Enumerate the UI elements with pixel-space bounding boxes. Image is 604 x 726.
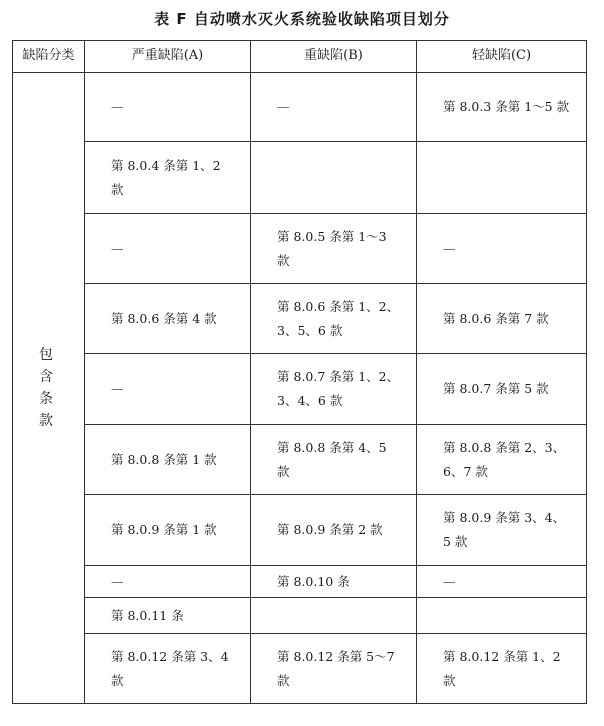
cell-major: 第 8.0.6 条第 1、2、3、5、6 款 [251, 284, 417, 354]
header-severe-defect: 严重缺陷(A) [85, 41, 251, 73]
cell-major: 第 8.0.5 条第 1～3 款 [251, 214, 417, 284]
cell-minor: 第 8.0.12 条第 1、2 款 [417, 634, 587, 704]
header-minor-defect: 轻缺陷(C) [417, 41, 587, 73]
cell-major: 第 8.0.7 条第 1、2、3、4、6 款 [251, 354, 417, 425]
table-row [13, 495, 587, 566]
cell-major: 第 8.0.12 条第 5～7 款 [251, 634, 417, 704]
category-label: 包含条款 [39, 346, 53, 429]
header-category: 缺陷分类 [13, 41, 85, 73]
table-row [13, 73, 587, 142]
cell-minor: 第 8.0.6 条第 7 款 [417, 284, 587, 354]
table-row [13, 142, 587, 214]
cell-severe: 第 8.0.9 条第 1 款 [85, 495, 251, 566]
table-row [13, 425, 587, 495]
header-row [13, 41, 587, 73]
cell-minor: 第 8.0.8 条第 2、3、6、7 款 [417, 425, 587, 495]
category-cell [13, 73, 85, 704]
cell-major: — [251, 73, 417, 142]
cell-severe: 第 8.0.4 条第 1、2 款 [85, 142, 251, 214]
table-row [13, 214, 587, 284]
cell-severe: — [85, 73, 251, 142]
cell-severe: 第 8.0.6 条第 4 款 [85, 284, 251, 354]
header-major-defect: 重缺陷(B) [251, 41, 417, 73]
cell-minor: 第 8.0.3 条第 1～5 款 [417, 73, 587, 142]
cell-severe: — [85, 354, 251, 425]
cell-severe: — [85, 566, 251, 598]
cell-major [251, 142, 417, 214]
cell-minor [417, 598, 587, 634]
cell-major [251, 598, 417, 634]
table-title: 表 F 自动喷水灭火系统验收缺陷项目划分 [154, 10, 450, 28]
cell-major: 第 8.0.10 条 [251, 566, 417, 598]
cell-minor: 第 8.0.7 条第 5 款 [417, 354, 587, 425]
cell-major: 第 8.0.9 条第 2 款 [251, 495, 417, 566]
cell-major: 第 8.0.8 条第 4、5 款 [251, 425, 417, 495]
table-row [13, 284, 587, 354]
cell-severe: 第 8.0.8 条第 1 款 [85, 425, 251, 495]
cell-minor: 第 8.0.9 条第 3、4、5 款 [417, 495, 587, 566]
defect-classification-table [12, 40, 587, 704]
cell-severe: 第 8.0.12 条第 3、4 款 [85, 634, 251, 704]
cell-minor: — [417, 214, 587, 284]
table-row [13, 566, 587, 598]
table-row [13, 354, 587, 425]
table-row [13, 634, 587, 704]
cell-severe: — [85, 214, 251, 284]
table-row [13, 598, 587, 634]
cell-minor: — [417, 566, 587, 598]
cell-severe: 第 8.0.11 条 [85, 598, 251, 634]
cell-minor [417, 142, 587, 214]
